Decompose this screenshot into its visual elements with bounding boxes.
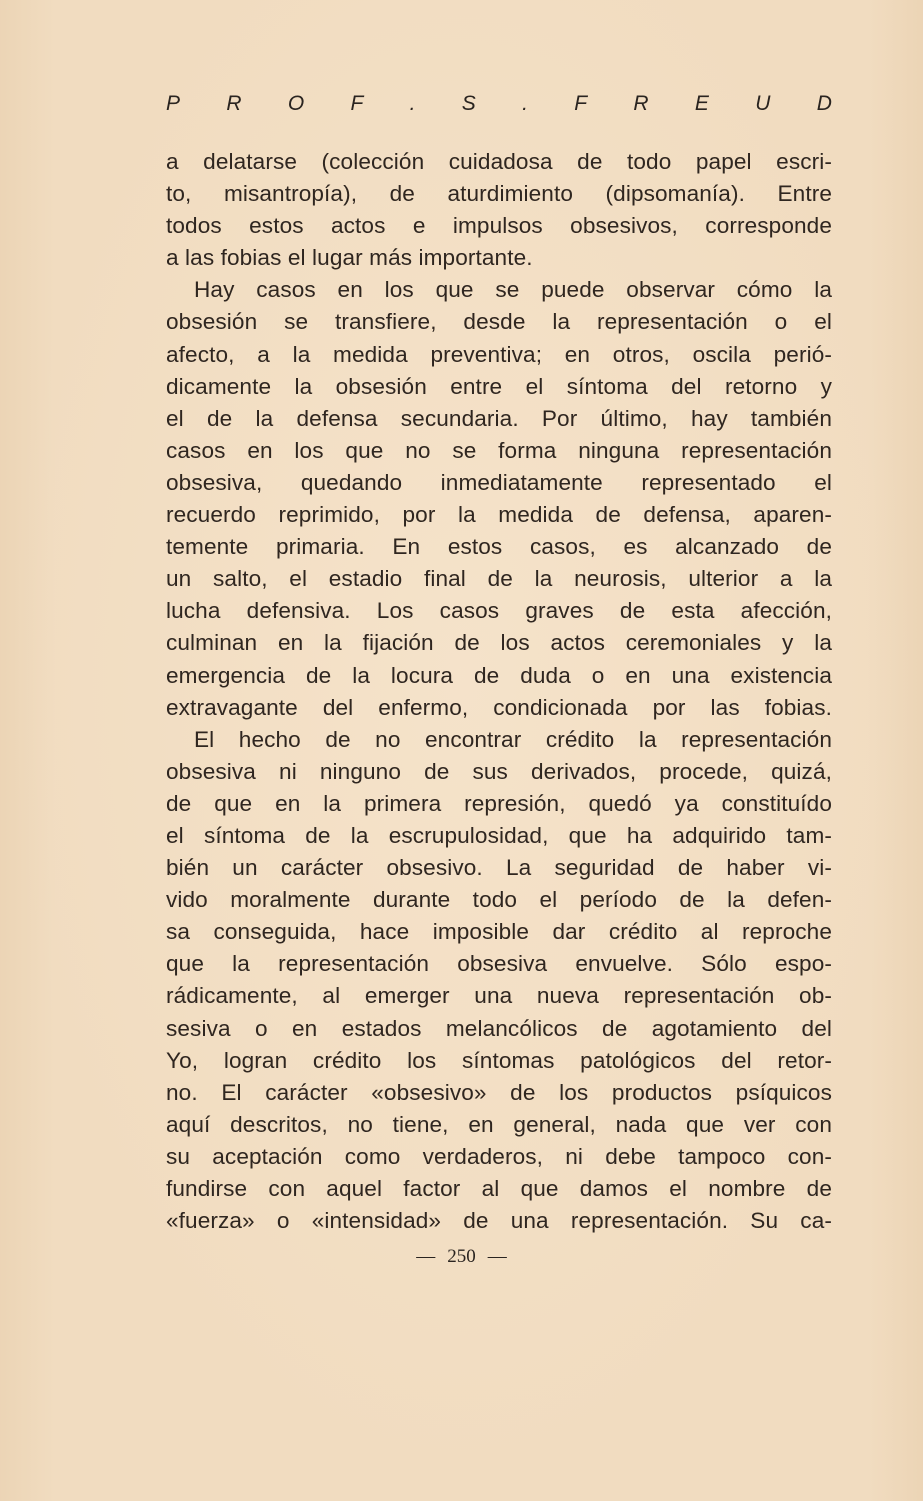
text-line: casos en los que no se forma ninguna representación (166, 437, 832, 463)
running-head-letter: F (574, 92, 588, 115)
running-head (166, 92, 832, 116)
running-head-letter: S (461, 92, 476, 115)
text-line: fundirse con aquel factor al que damos el nombre de (166, 1176, 832, 1201)
page-number-footer (0, 1246, 923, 1268)
text-line: obsesiva, quedando inmediatamente representado el (166, 469, 832, 495)
text-line: a delatarse (colección cuidadosa de todo papel escri- (166, 149, 832, 174)
text-line: dicamente la obsesión entre el síntoma del retorno y (166, 373, 832, 399)
text-line: Hay casos en los que se puede observar cómo la (194, 277, 832, 303)
text-line: temente primaria. En estos casos, es alcanzado de (166, 534, 832, 560)
running-head-letter: U (755, 92, 771, 115)
text-line: extravagante del enfermo, condicionada por las fobias. (166, 694, 832, 720)
running-head-letter: R (633, 92, 649, 115)
running-head-letter: . (522, 92, 528, 115)
folio-dash-left: — (416, 1246, 436, 1267)
text-line: bién un carácter obsesivo. La seguridad de haber vi- (166, 855, 832, 881)
text-line: su aceptación como verdaderos, ni debe tampoco con- (166, 1143, 832, 1169)
running-head-letter: D (816, 92, 832, 115)
text-line: obsesiva ni ninguno de sus derivados, procede, quizá, (166, 758, 832, 784)
paragraph (166, 274, 832, 723)
text-line: que la representación obsesiva envuelve. Sólo espo- (166, 951, 832, 977)
body-text (166, 146, 832, 1237)
text-line: un salto, el estadio final de la neurosis, ulterior a la (166, 566, 832, 592)
text-line: recuerdo reprimido, por la medida de defensa, aparen- (166, 502, 832, 528)
text-line: el síntoma de la escrupulosidad, que ha adquirido tam- (166, 822, 832, 848)
text-line: lucha defensiva. Los casos graves de esta afección, (166, 598, 832, 624)
paragraph (166, 146, 832, 274)
text-line: Yo, logran crédito los síntomas patológicos del retor- (166, 1047, 832, 1073)
text-line: sa conseguida, hace imposible dar crédito al reproche (166, 919, 832, 945)
text-line: culminan en la fijación de los actos ceremoniales y la (166, 630, 832, 656)
text-line: emergencia de la locura de duda o en una existencia (166, 662, 832, 688)
running-head-letter: P (166, 92, 181, 115)
running-head-letter: F (350, 92, 364, 115)
page-number: 250 (447, 1246, 476, 1267)
text-line: el de la defensa secundaria. Por último, hay también (166, 405, 832, 431)
text-line: todos estos actos e impulsos obsesivos, corresponde (166, 213, 832, 239)
text-line: obsesión se transfiere, desde la representación o el (166, 309, 832, 335)
text-line: rádicamente, al emerger una nueva representación ob- (166, 983, 832, 1009)
running-head-letter: . (409, 92, 416, 115)
text-line: a las fobias el lugar más importante. (166, 245, 533, 271)
text-line: vido moralmente durante todo el período de la defen- (166, 887, 832, 913)
paragraph (166, 724, 832, 1238)
text-line: de que en la primera represión, quedó ya constituído (166, 790, 832, 816)
text-line: no. El carácter «obsesivo» de los productos psíquicos (166, 1079, 832, 1105)
text-line: «fuerza» o «intensidad» de una representación. Su ca- (166, 1208, 832, 1234)
folio-dash-right: — (487, 1246, 507, 1267)
text-line: El hecho de no encontrar crédito la representación (194, 726, 832, 752)
text-line: sesiva o en estados melancólicos de agotamiento del (166, 1015, 832, 1041)
text-line: aquí descritos, no tiene, en general, nada que ver con (166, 1111, 832, 1137)
running-head-letter: R (226, 92, 242, 115)
running-head-letter: E (694, 92, 709, 115)
text-line: afecto, a la medida preventiva; en otros, oscila perió- (166, 341, 832, 367)
text-line: to, misantropía), de aturdimiento (dipsomanía). Entre (166, 181, 832, 207)
running-head-letter: O (287, 92, 305, 115)
